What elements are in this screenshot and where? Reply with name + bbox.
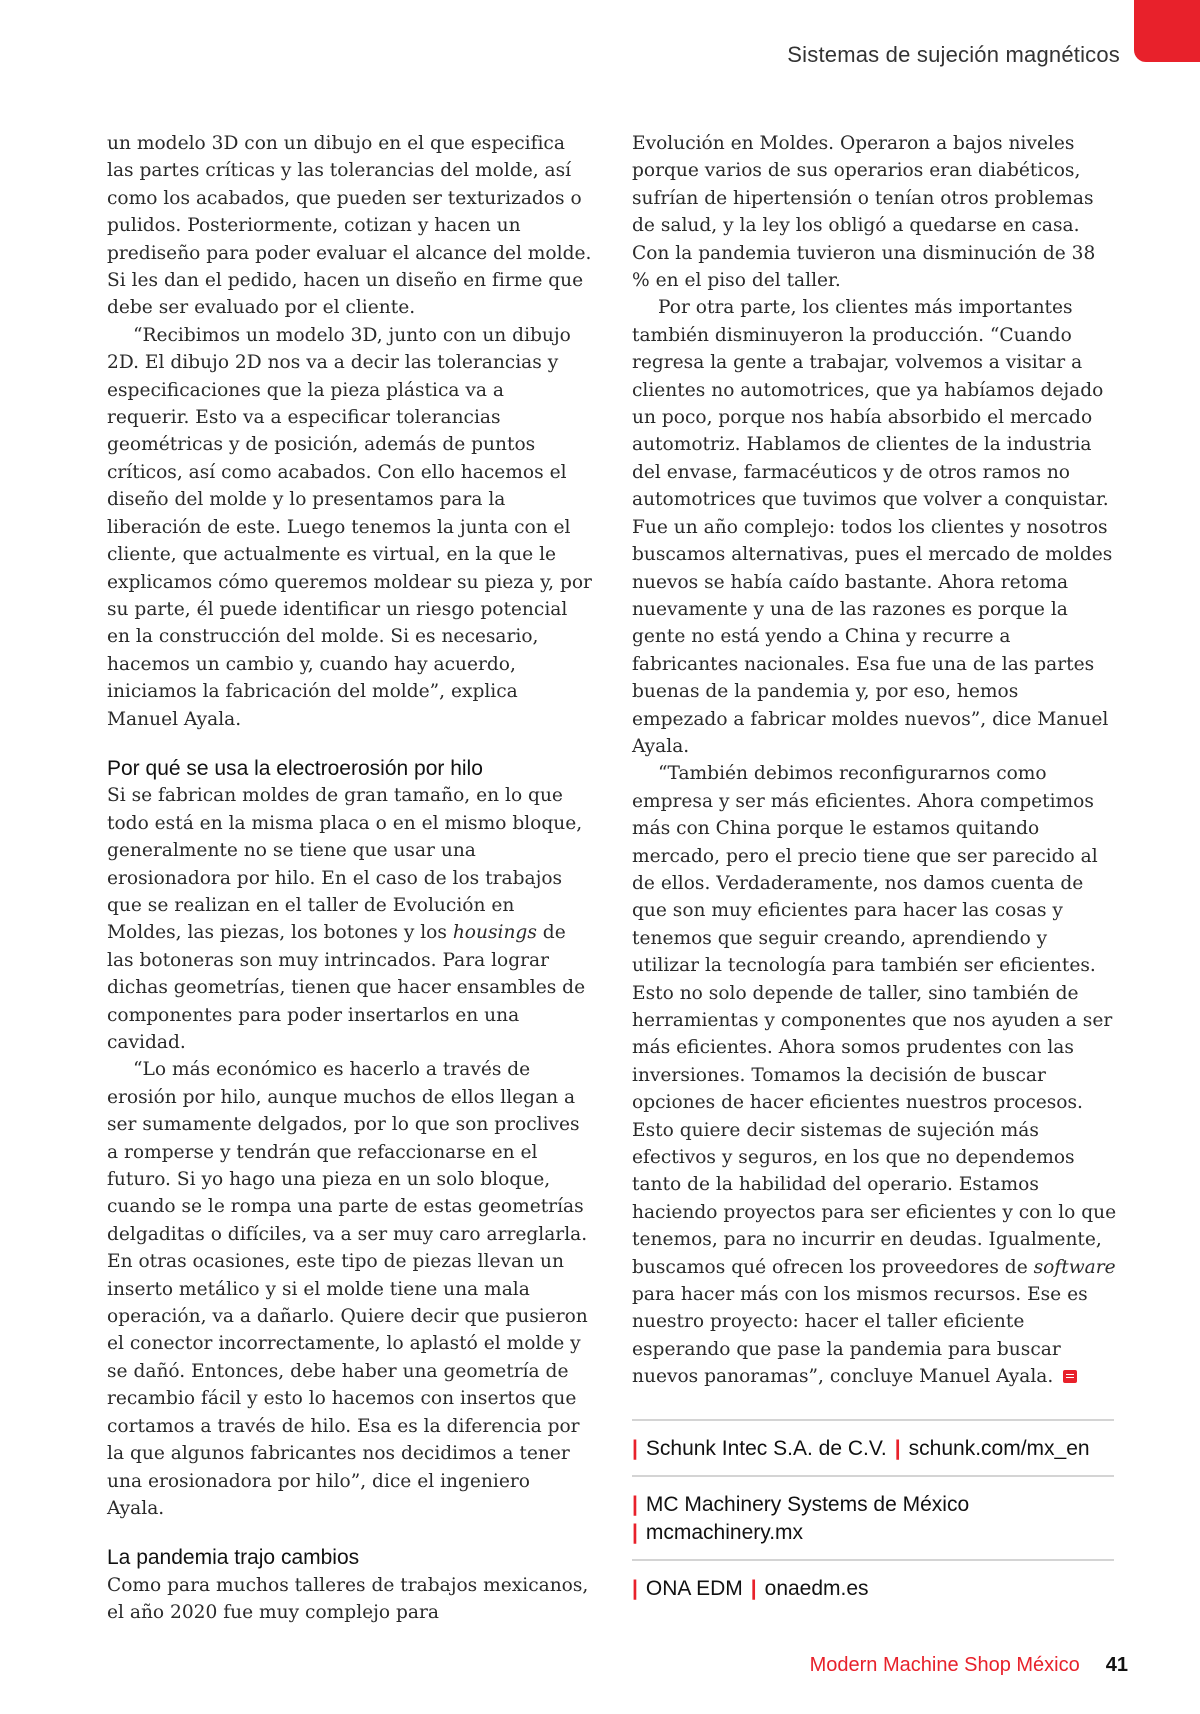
page-number: 41 bbox=[1105, 1654, 1128, 1676]
article-end-icon bbox=[1063, 1370, 1077, 1383]
sources-box bbox=[632, 1419, 1114, 1615]
paragraph: un modelo 3D con un dibujo en el que especifica las partes críticas y las tolerancias del molde, así como los acabados, que pueden ser texturizados o pulidos. Posteriormente, cotizan y hacen un prediseño para poder evaluar el alcance del molde. Si les dan el pedido, hacen un diseño en firme que debe ser evaluado por el cliente. bbox=[107, 133, 592, 319]
source-url[interactable]: mcmachinery.mx bbox=[645, 1521, 804, 1544]
paragraph: Evolución en Moldes. Operaron a bajos niveles porque varios de sus operarios eran diabéticos, sufrían de hipertensión o tenían otros problemas de salud, y la ley los obligó a quedarse en casa. Con la pandemia tuvieron una disminución de 38 % en el piso del taller. bbox=[632, 133, 1096, 292]
subheading: Por qué se usa la electroerosión por hilo bbox=[107, 756, 483, 780]
source-url[interactable]: schunk.com/mx_en bbox=[908, 1437, 1090, 1460]
magazine-name: Modern Machine Shop México bbox=[809, 1654, 1080, 1676]
section-title: Sistemas de sujeción magnéticos bbox=[787, 42, 1120, 67]
source-item: | ONA EDM | onaedm.es bbox=[632, 1559, 1114, 1615]
right-column bbox=[632, 130, 1117, 1391]
source-company: Schunk Intec S.A. de C.V. bbox=[645, 1437, 887, 1460]
paragraph: “También debimos reconfigurarnos como empresa y ser más eficientes. Ahora competimos más con China porque le estamos quitando mercado, pero el precio tiene que ser parecido al de ellos. Verdaderamente, nos damos cuenta de que son muy eficientes para hacer las cosas y tenemos que seguir creando, aprendiendo y utilizar la tecnología para también ser eficientes. Esto no solo depende de taller, sino también de herramientas y componentes que nos ayuden a ser más eficientes. Ahora somos prudentes con las inversiones. Tomamos la decisión de buscar opciones de hacer eficientes nuestros procesos. Esto quiere decir sistemas de sujeción más efectivos y seguros, en los que no dependemos tanto de la habilidad del operario. Estamos haciendo proyectos para ser eficientes y con lo que tenemos, para no incurrir en deudas. Igualmente, buscamos qué ofrecen los proveedores de software para hacer más con los mismos recursos. Ese es nuestro proyecto: hacer el taller eficiente esperando que pase la pandemia para buscar nuevos panoramas”, concluye Manuel Ayala. bbox=[632, 763, 1117, 1388]
source-company: ONA EDM bbox=[645, 1577, 743, 1600]
page-footer bbox=[810, 1654, 1128, 1677]
paragraph: “Lo más económico es hacerlo a través de erosión por hilo, aunque muchos de ellos llegan a ser sumamente delgados, por lo que son proclives a romperse y tendrán que refaccionarse en el futuro. Si yo hago una pieza en un solo bloque, cuando se le rompa una parte de estas geometrías delgaditas o difíciles, va a ser muy caro arreglarla. En otras ocasiones, este tipo de piezas llevan un inserto metálico y si el molde tiene una mala operación, va a dañarlo. Quiere decir que pusieron el conector incorrectamente, lo aplastó el molde y se dañó. Entonces, debe haber una geometría de recambio fácil y esto lo hacemos con insertos que cortamos a través de hilo. Esa es la diferencia por la que algunos fabricantes nos decidimos a tener una erosionadora por hilo”, dice el ingeniero Ayala. bbox=[107, 1059, 588, 1519]
source-url[interactable]: onaedm.es bbox=[764, 1577, 869, 1600]
left-column bbox=[107, 130, 592, 1627]
section-tab bbox=[1134, 0, 1200, 62]
subheading: La pandemia trajo cambios bbox=[107, 1546, 360, 1570]
paragraph: “Recibimos un modelo 3D, junto con un dibujo 2D. El dibujo 2D nos va a decir las tolerancias y especificaciones que la pieza plástica va a requerir. Esto va a especificar tolerancias geométricas y de posición, además de puntos críticos, así como acabados. Con ello hacemos el diseño del molde y lo presentamos para la liberación de este. Luego tenemos la junta con el cliente, que actualmente es virtual, en la que le explicamos cómo queremos moldear su pieza y, por su parte, él puede identificar un riesgo potencial en la construcción del molde. Si es necesario, hacemos un cambio y, cuando hay acuerdo, iniciamos la fabricación del molde”, explica Manuel Ayala. bbox=[107, 324, 592, 730]
source-item: | MC Machinery Systems de México | mcmachinery.mx bbox=[632, 1475, 1114, 1559]
source-item: | Schunk Intec S.A. de C.V. | schunk.com/mx_en bbox=[632, 1419, 1114, 1475]
paragraph: Por otra parte, los clientes más importantes también disminuyeron la producción. “Cuando regresa la gente a trabajar, volvemos a visitar a clientes no automotrices, que ya habíamos dejado un poco, porque nos había absorbido el mercado automotriz. Hablamos de clientes de la industria del envase, farmacéuticos y de otros ramos no automotrices que tuvimos que volver a conquistar. Fue un año complejo: todos los clientes y nosotros buscamos alternativas, pues el mercado de moldes nuevos se había caído bastante. Ahora retoma nuevamente y una de las razones es porque la gente no está yendo a China y recurre a fabricantes nacionales. Esa fue una de las partes buenas de la pandemia y, por eso, hemos empezado a fabricar moldes nuevos”, dice Manuel Ayala. bbox=[632, 297, 1113, 757]
paragraph: Si se fabrican moldes de gran tamaño, en lo que todo está en la misma placa o en el mismo bloque, generalmente no se tiene que usar una erosionadora por hilo. En el caso de los trabajos que se realizan en el taller de Evolución en Moldes, las piezas, los botones y los housings de las botoneras son muy intrincados. Para lograr dichas geometrías, tienen que hacer ensambles de componentes para poder insertarlos en una cavidad. bbox=[107, 785, 586, 1053]
paragraph: Como para muchos talleres de trabajos mexicanos, el año 2020 fue muy complejo para bbox=[107, 1574, 589, 1624]
source-company: MC Machinery Systems de México bbox=[645, 1493, 970, 1516]
